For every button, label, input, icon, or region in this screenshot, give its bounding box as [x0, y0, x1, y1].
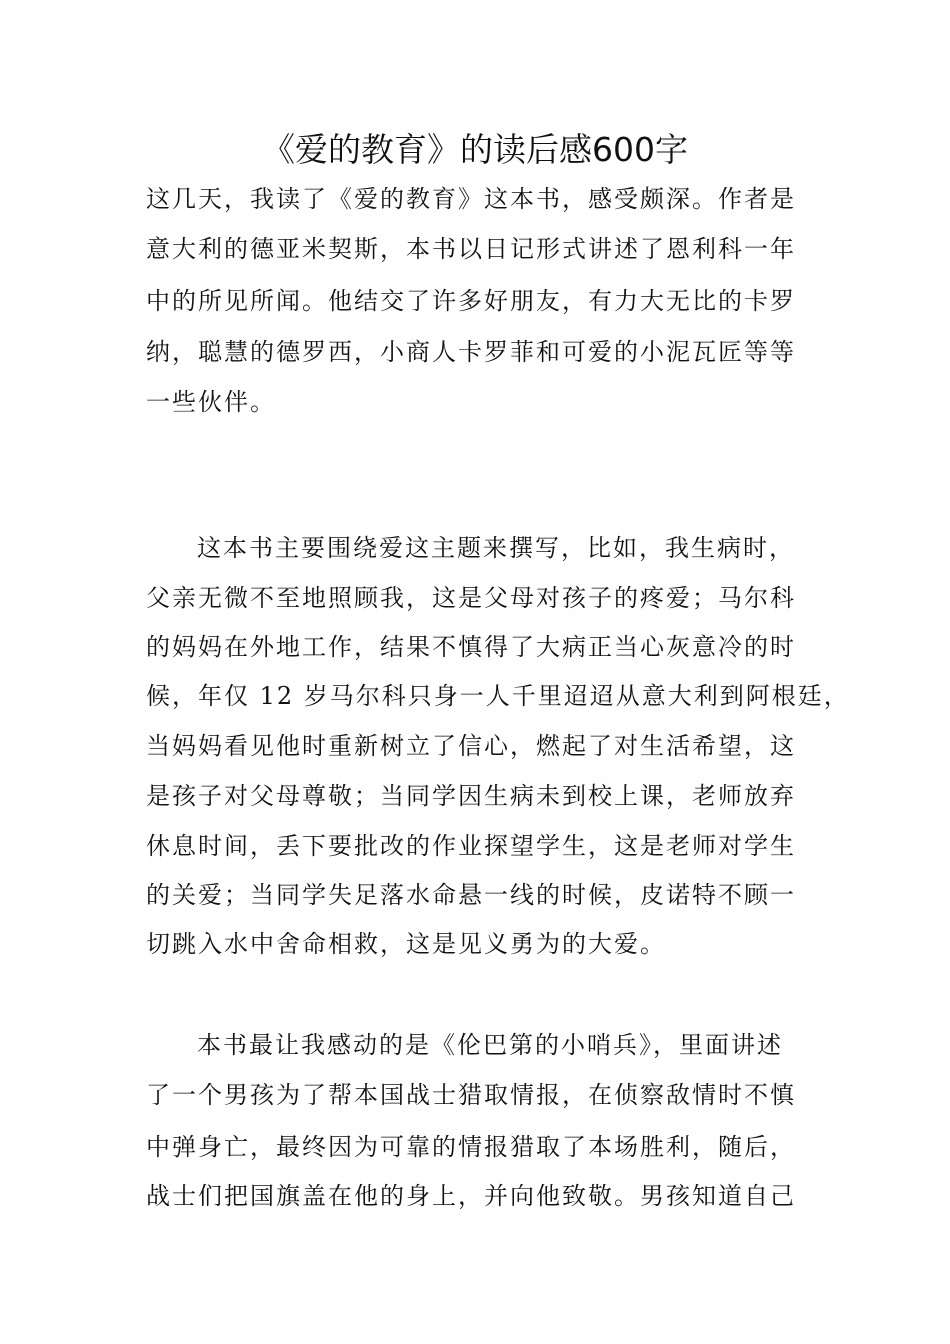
paragraph-2-line-3: 的妈妈在外地工作，结果不慎得了大病正当心灰意冷的时: [146, 633, 796, 661]
document-title: 《爱的教育》的读后感600字: [262, 130, 688, 169]
paragraph-1-line-5: 一些伙伴。: [146, 388, 276, 416]
paragraph-2-line-6: 是孩子对父母尊敬；当同学因生病未到校上课，老师放弃: [146, 782, 796, 810]
paragraph-2-line-9: 切跳入水中舍命相救，这是见义勇为的大爱。: [146, 930, 666, 958]
paragraph-2-line-4: 候，年仅 12 岁马尔科只身一人千里迢迢从意大利到阿根廷，: [146, 682, 850, 710]
paragraph-1-line-2: 意大利的德亚米契斯，本书以日记形式讲述了恩利科一年: [146, 235, 796, 263]
paragraph-3-line-4: 战士们把国旗盖在他的身上，并向他致敬。男孩知道自己: [146, 1182, 796, 1210]
paragraph-1-line-3: 中的所见所闻。他结交了许多好朋友，有力大无比的卡罗: [146, 287, 796, 315]
paragraph-1-line-1: 这几天，我读了《爱的教育》这本书，感受颇深。作者是: [146, 185, 796, 213]
paragraph-3-line-3: 中弹身亡，最终因为可靠的情报猎取了本场胜利，随后，: [146, 1133, 796, 1161]
paragraph-2-line-2: 父亲无微不至地照顾我，这是父母对孩子的疼爱；马尔科: [146, 584, 796, 612]
paragraph-2-line-1: 这本书主要围绕爱这主题来撰写，比如，我生病时，: [197, 534, 795, 562]
paragraph-3-line-2: 了一个男孩为了帮本国战士猎取情报，在侦察敌情时不慎: [146, 1081, 796, 1109]
paragraph-2-line-8: 的关爱；当同学失足落水命悬一线的时候，皮诺特不顾一: [146, 881, 796, 909]
paragraph-1-line-4: 纳，聪慧的德罗西，小商人卡罗菲和可爱的小泥瓦匠等等: [146, 338, 796, 366]
paragraph-2-line-5: 当妈妈看见他时重新树立了信心，燃起了对生活希望，这: [146, 732, 796, 760]
paragraph-3-line-1: 本书最让我感动的是《伦巴第的小哨兵》，里面讲述: [197, 1031, 783, 1059]
paragraph-2-line-7: 休息时间，丢下要批改的作业探望学生，这是老师对学生: [146, 832, 796, 860]
